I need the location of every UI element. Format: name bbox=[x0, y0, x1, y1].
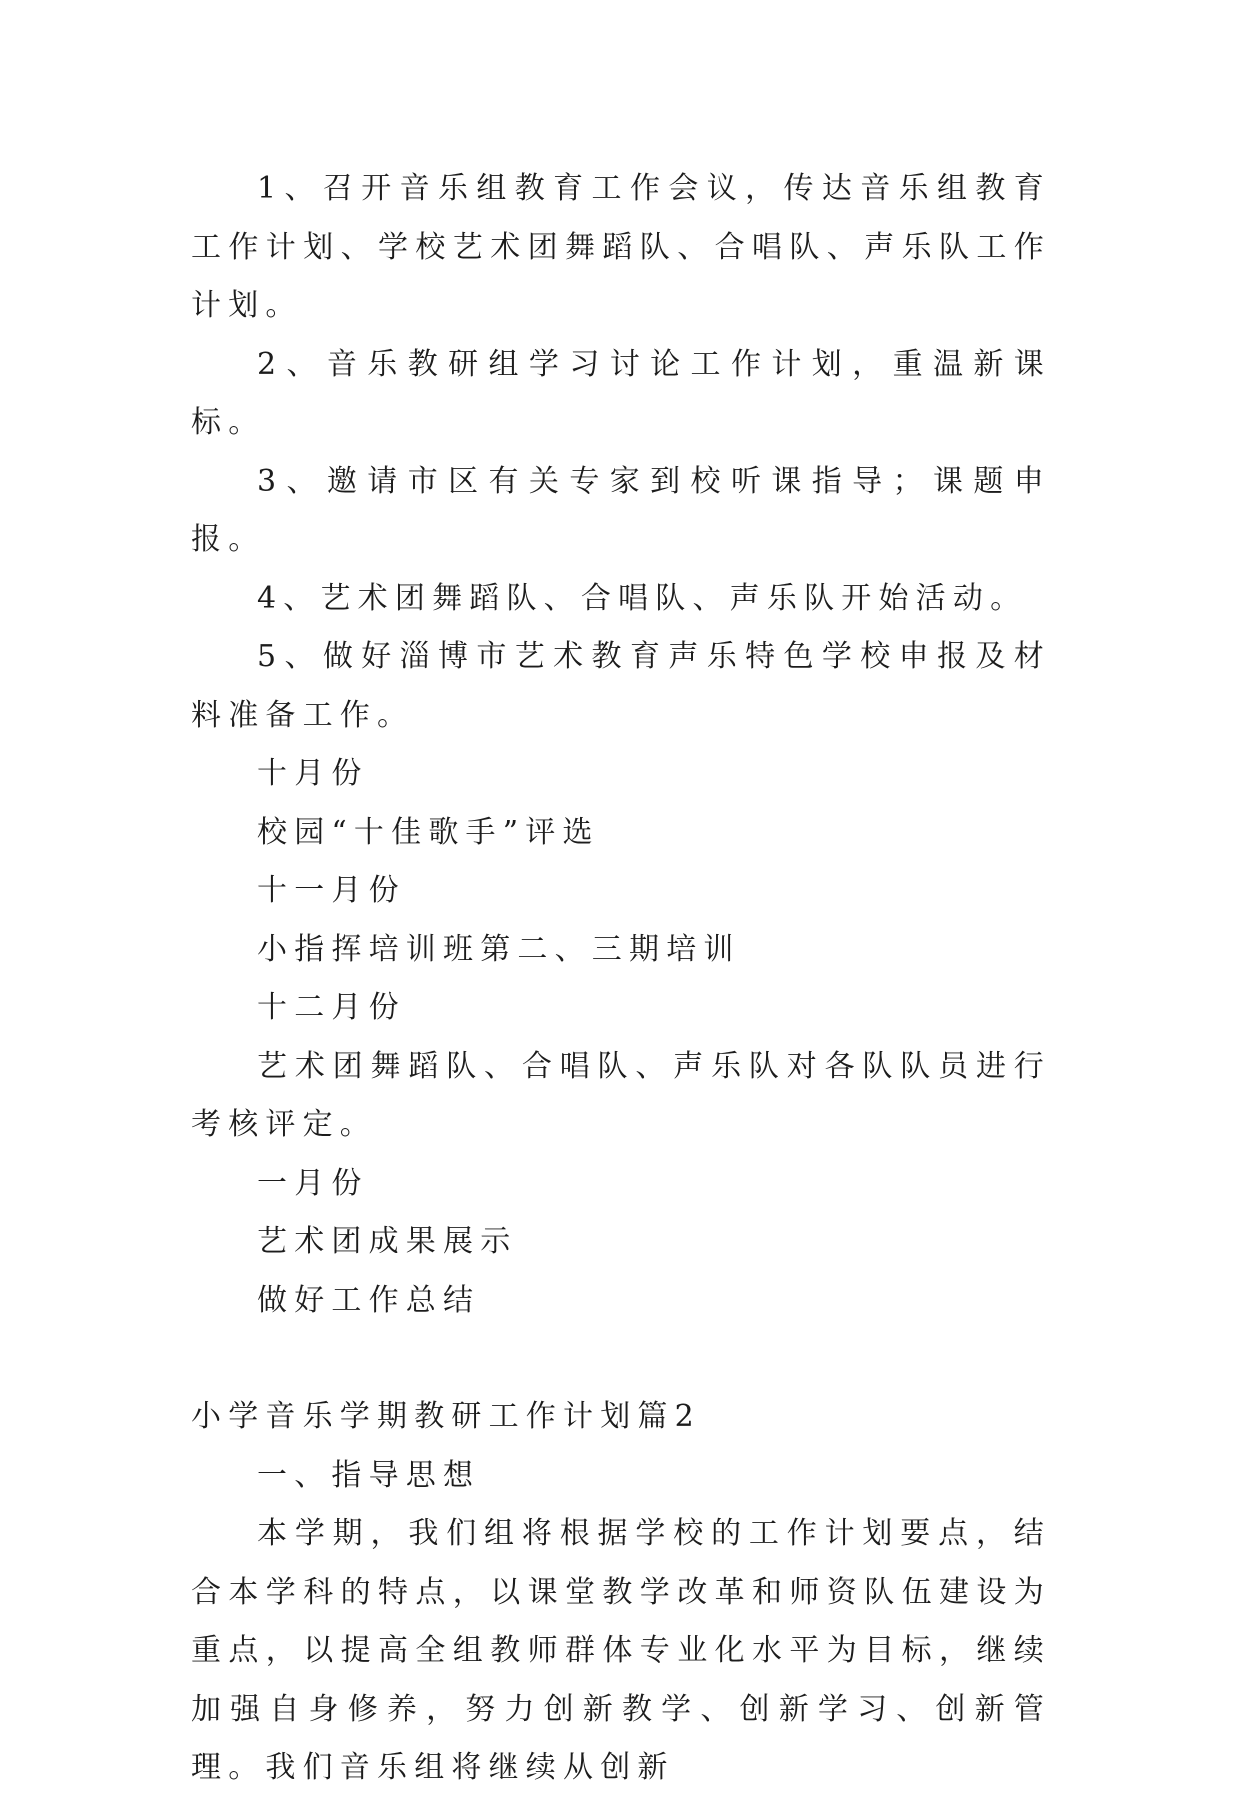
section-title: 小学音乐学期教研工作计划篇2 bbox=[191, 1399, 701, 1434]
paragraph-november-activity: 小指挥培训班第二、三期培训 bbox=[257, 931, 741, 967]
month-heading-january: 一月份 bbox=[257, 1165, 369, 1201]
month-heading-november: 十一月份 bbox=[257, 873, 406, 908]
paragraph-january-activity-1: 艺术团成果展示 bbox=[257, 1224, 518, 1259]
paragraph-january-activity-2: 做好工作总结 bbox=[257, 1282, 481, 1318]
document-page bbox=[191, 160, 1051, 1798]
month-heading-october: 十月份 bbox=[257, 756, 369, 791]
month-heading-december: 十二月份 bbox=[257, 990, 406, 1025]
paragraph-item-4: 4、艺术团舞蹈队、合唱队、声乐队开始活动。 bbox=[257, 580, 1028, 616]
body-paragraph: 本学期，我们组将根据学校的工作计划要点，结合本学科的特点，以课堂教学改革和师资队伍建设为重点，以提高全组教师群体专业化水平为目标，继续加强自身修养，努力创新教学、创新学习、创新管理。我们音乐组将继续从创新 bbox=[191, 1516, 1051, 1785]
subsection-heading: 一、指导思想 bbox=[257, 1457, 481, 1493]
paragraph-december-activity: 艺术团舞蹈队、合唱队、声乐队对各队队员进行考核评定。 bbox=[191, 1048, 1051, 1142]
paragraph-item-3: 3、邀请市区有关专家到校听课指导；课题申报。 bbox=[191, 463, 1051, 557]
paragraph-item-5: 5、做好淄博市艺术教育声乐特色学校申报及材料准备工作。 bbox=[191, 639, 1051, 733]
section-spacer bbox=[191, 1330, 1051, 1388]
paragraph-item-2: 2、音乐教研组学习讨论工作计划，重温新课标。 bbox=[191, 346, 1051, 440]
paragraph-item-1: 1、召开音乐组教育工作会议，传达音乐组教育工作计划、学校艺术团舞蹈队、合唱队、声乐队工作计划。 bbox=[191, 171, 1051, 323]
paragraph-october-activity: 校园“十佳歌手”评选 bbox=[257, 814, 600, 850]
